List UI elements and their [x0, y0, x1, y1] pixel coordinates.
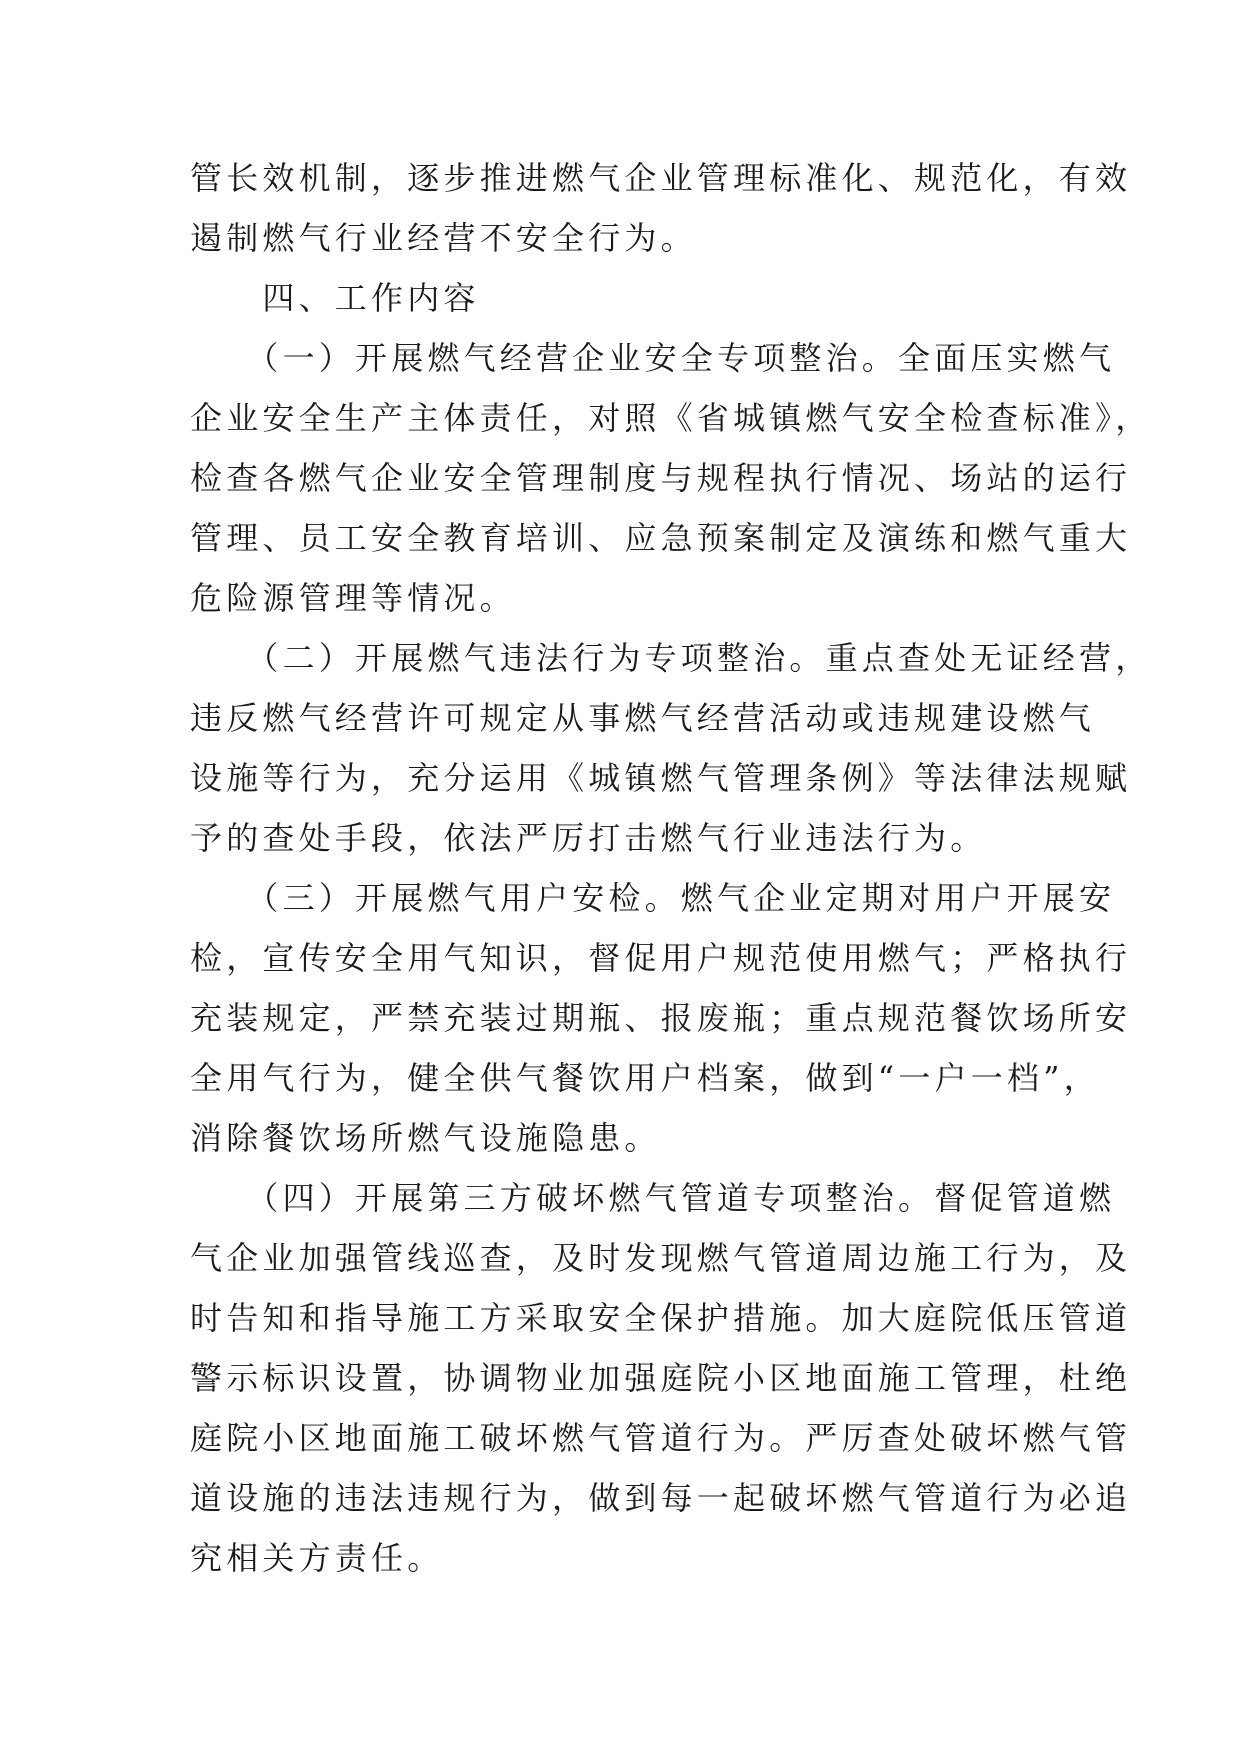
body-paragraph	[190, 868, 1132, 1168]
text-line: （三）开展燃气用户安检。燃气企业定期对用户开展安	[190, 879, 1116, 917]
text-line: 遏制燃气行业经营不安全行为。	[190, 219, 697, 257]
text-line: （四）开展第三方破坏燃气管道专项整治。督促管道燃	[190, 1179, 1116, 1217]
text-line: 管理、员工安全教育培训、应急预案制定及演练和燃气重大	[190, 519, 1132, 557]
text-line: （一）开展燃气经营企业安全专项整治。全面压实燃气	[190, 339, 1116, 377]
text-line: 气企业加强管线巡查，及时发现燃气管道周边施工行为，及	[190, 1239, 1132, 1277]
text-line: 违反燃气经营许可规定从事燃气经营活动或违规建设燃气	[190, 699, 1096, 737]
text-line: 消除餐饮场所燃气设施隐患。	[190, 1119, 661, 1157]
body-paragraph	[190, 148, 1132, 268]
body-paragraph	[190, 328, 1152, 628]
text-line: 时告知和指导施工方采取安全保护措施。加大庭院低压管道	[190, 1299, 1132, 1337]
text-line: 检查各燃气企业安全管理制度与规程执行情况、场站的运行	[190, 459, 1132, 497]
text-line: 管长效机制，逐步推进燃气企业管理标准化、规范化，有效	[190, 159, 1132, 197]
text-line: 危险源管理等情况。	[190, 579, 516, 617]
text-line: （二）开展燃气违法行为专项整治。重点查处无证经营，	[190, 639, 1152, 677]
text-line: 设施等行为，充分运用《城镇燃气管理条例》等法律法规赋	[190, 759, 1132, 797]
body-paragraph	[190, 1168, 1132, 1588]
text-line: 警示标识设置，协调物业加强庭院小区地面施工管理，杜绝	[190, 1359, 1132, 1397]
text-line: 究相关方责任。	[190, 1539, 444, 1577]
text-line: 企业安全生产主体责任，对照《省城镇燃气安全检查标准》，	[190, 399, 1152, 437]
document-body	[190, 148, 1152, 1588]
text-line: 检，宣传安全用气知识，督促用户规范使用燃气；严格执行	[190, 939, 1132, 977]
text-line: 道设施的违法违规行为，做到每一起破坏燃气管道行为必追	[190, 1479, 1132, 1517]
text-line: 予的查处手段，依法严厉打击燃气行业违法行为。	[190, 819, 987, 857]
text-line: 充装规定，严禁充装过期瓶、报废瓶；重点规范餐饮场所安	[190, 999, 1132, 1037]
text-line: 四、工作内容	[190, 279, 480, 317]
body-paragraph	[190, 628, 1152, 868]
text-line: 全用气行为，健全供气餐饮用户档案，做到“一户一档”，	[190, 1059, 1100, 1097]
section-heading	[190, 268, 1050, 328]
text-line: 庭院小区地面施工破坏燃气管道行为。严厉查处破坏燃气管	[190, 1419, 1132, 1457]
